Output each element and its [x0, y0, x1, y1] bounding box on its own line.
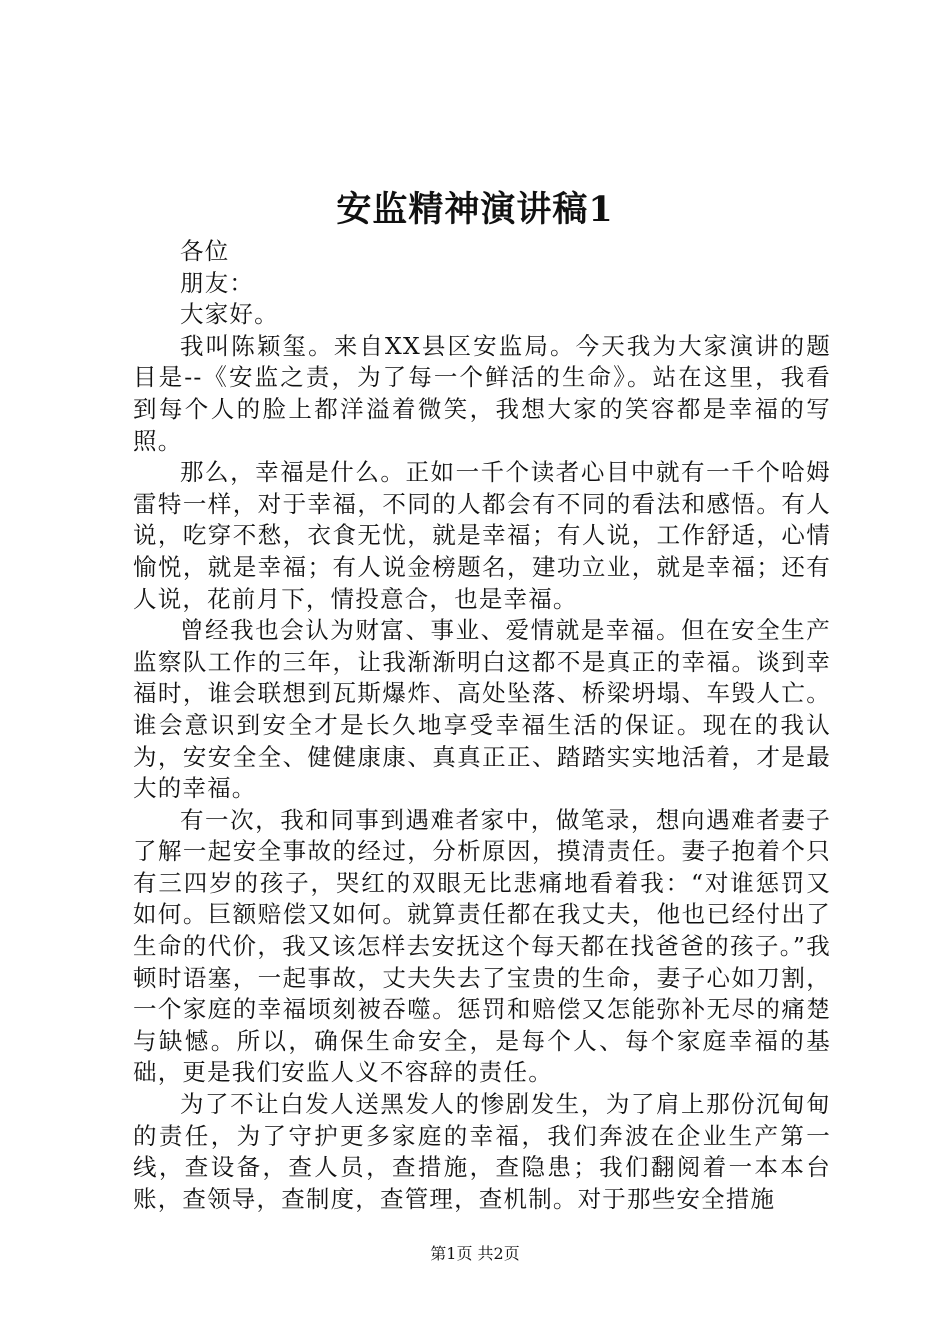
greeting-line: 大家好。	[180, 300, 279, 329]
paragraph-inspection-work: 为了不让白发人送黑发人的惨剧发生，为了肩上那份沉甸甸的责任，为了守护更多家庭的幸福，我们奔波在企业生产第一线，查设备，查人员，查措施，查隐患；我们翻阅着一本本台账，查领导，查制度，查管理，查机制。对于那些安全措施	[133, 1090, 831, 1213]
salutation-line-1: 各位	[180, 237, 230, 265]
page-number-footer: 第1页 共2页	[430, 1244, 520, 1263]
paragraph-intro: 我叫陈颖玺。来自XX县区安监局。今天我为大家演讲的题目是--《安监之责，为了每一个鲜活的生命》。站在这里，我看到每个人的脸上都洋溢着微笑，我想大家的笑容都是幸福的写照。	[133, 331, 831, 455]
document-body	[133, 236, 831, 1215]
paragraph-victim-family: 有一次，我和同事到遇难者家中，做笔录，想向遇难者妻子了解一起安全事故的经过，分析原因，摸清责任。妻子抱着个只有三四岁的孩子，哭红的双眼无比悲痛地看着我：“对谁惩罚又如何。巨额赔偿又如何。就算责任都在我丈夫，他也已经付出了生命的代价，我又该怎样去安抚这个每天都在找爸爸的孩子。”我顿时语塞，一起事故，丈夫失去了宝贵的生命，妻子心如刀割，一个家庭的幸福顷刻被吞噬。惩罚和赔偿又怎能弥补无尽的痛楚与缺憾。所以，确保生命安全，是每个人、每个家庭幸福的基础，更是我们安监人义不容辞的责任。	[133, 805, 831, 1087]
salutation-line-2: 朋友：	[180, 268, 255, 297]
paragraph-safety-is-happiness: 曾经我也会认为财富、事业、爱情就是幸福。但在安全生产监察队工作的三年，让我渐渐明白这都不是真正的幸福。谈到幸福时，谁会联想到瓦斯爆炸、高处坠落、桥梁坍塌、车毁人亡。谁会意识到安全才是长久地享受幸福生活的保证。现在的我认为，安安全全、健健康康、真真正正、踏踏实实地活着，才是最大的幸福。	[133, 616, 831, 803]
paragraph-what-is-happiness: 那么，幸福是什么。正如一千个读者心目中就有一千个哈姆雷特一样，对于幸福，不同的人都会有不同的看法和感悟。有人说，吃穿不愁，衣食无忧，就是幸福；有人说，工作舒适，心情愉悦，就是幸福；有人说金榜题名，建功立业，就是幸福；还有人说，花前月下，情投意合，也是幸福。	[133, 458, 831, 613]
document-title: 安监精神演讲稿1	[336, 189, 614, 230]
